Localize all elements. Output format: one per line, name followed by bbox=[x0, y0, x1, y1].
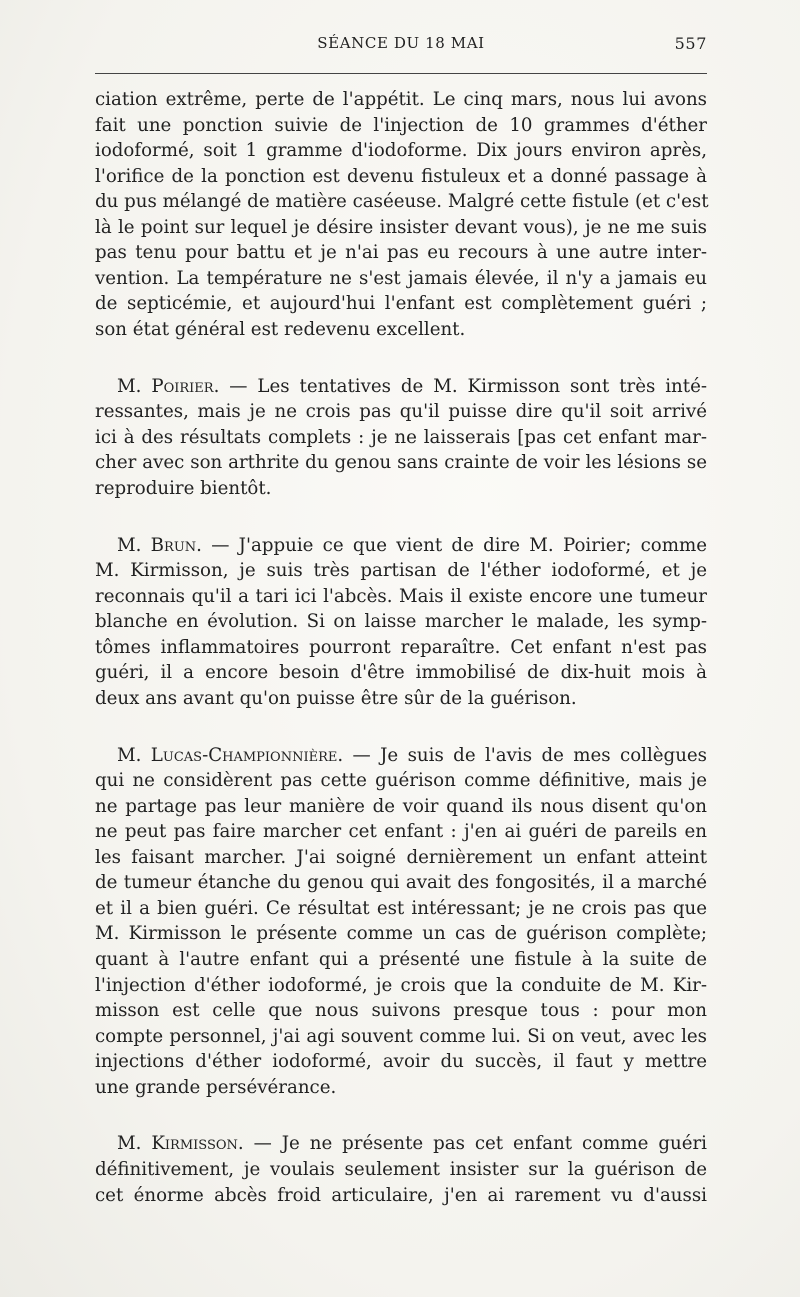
paragraph-poirier bbox=[95, 374, 707, 502]
text-line: du pus mélangé de matière caséeuse. Malgré cette fistule (et c'est bbox=[95, 191, 709, 213]
page-body bbox=[95, 87, 707, 1208]
paragraph-lucas-championniere bbox=[95, 743, 707, 1101]
text-line: M. Kirmisson le présente comme un cas de guérison complète; bbox=[95, 923, 707, 945]
running-header bbox=[95, 34, 707, 58]
text-line: l'injection d'éther iodoformé, je crois que la conduite de M. Kir- bbox=[95, 974, 707, 996]
text-line: tômes inflammatoires pourront reparaître. Cet enfant n'est pas bbox=[95, 636, 707, 658]
text-line: qui ne considèrent pas cette guérison comme définitive, mais je bbox=[95, 770, 707, 792]
header-title: SÉANCE DU 18 MAI bbox=[317, 34, 485, 52]
page-number: 557 bbox=[674, 34, 707, 53]
text-line: de septicémie, et aujourd'hui l'enfant est complètement guéri ; bbox=[95, 293, 707, 315]
text-line: ne partage pas leur manière de voir quand ils nous disent qu'on bbox=[95, 795, 707, 817]
text-line: misson est celle que nous suivons presque tous : pour mon bbox=[95, 1000, 707, 1022]
text-line: ressantes, mais je ne crois pas qu'il puisse dire qu'il soit arrivé bbox=[95, 401, 707, 423]
text-line: et il a bien guéri. Ce résultat est intéressant; je ne crois pas que bbox=[95, 897, 707, 919]
text-line: vention. La température ne s'est jamais élevée, il n'y a jamais eu bbox=[95, 267, 707, 289]
text-line: fait une ponction suivie de l'injection de 10 grammes d'éther bbox=[95, 114, 707, 136]
text-line: là le point sur lequel je désire insister devant vous), je ne me suis bbox=[95, 216, 707, 238]
text-line: ne peut pas faire marcher cet enfant : j'en ai guéri de pareils en bbox=[95, 821, 707, 843]
text-line: M. Poirier. — Les tentatives de M. Kirmisson sont très inté- bbox=[117, 375, 707, 397]
text-line: M. Kirmisson, je suis très partisan de l'éther iodoformé, et je bbox=[95, 560, 707, 582]
text-line: ici à des résultats complets : je ne laisserais [pas cet enfant mar- bbox=[95, 426, 707, 448]
speaker-name: M. Brun. bbox=[117, 534, 202, 556]
text-line: M. Kirmisson. — Je ne présente pas cet enfant comme guéri bbox=[117, 1133, 708, 1155]
paragraph-kirmisson bbox=[95, 1131, 707, 1208]
text-line: les faisant marcher. J'ai soigné dernièrement un enfant atteint bbox=[95, 846, 707, 868]
text-line: cher avec son arthrite du genou sans crainte de voir les lésions se bbox=[95, 452, 707, 474]
speaker-name: M. Poirier. bbox=[117, 375, 220, 397]
text-line: M. Brun. — J'appuie ce que vient de dire M. Poirier; comme bbox=[117, 534, 708, 556]
paragraph-brun bbox=[95, 533, 707, 712]
text-line: guéri, il a encore besoin d'être immobilisé de dix-huit mois à bbox=[95, 662, 707, 684]
text-line: cet énorme abcès froid articulaire, j'en ai rarement vu d'aussi bbox=[95, 1184, 707, 1206]
header-rule bbox=[95, 73, 707, 74]
speaker-name: M. Lucas-Championnière. bbox=[117, 744, 344, 766]
text-line: blanche en évolution. Si on laisse marcher le malade, les symp- bbox=[95, 611, 707, 633]
text-line: deux ans avant qu'on puisse être sûr de la guérison. bbox=[95, 687, 577, 709]
text-line: compte personnel, j'ai agi souvent comme lui. Si on veut, avec les bbox=[95, 1025, 707, 1047]
text-line: de tumeur étanche du genou qui avait des fongosités, il a marché bbox=[95, 872, 707, 894]
text-line: quant à l'autre enfant qui a présenté une fistule à la suite de bbox=[95, 948, 707, 970]
text-line: M. Lucas-Championnière. — Je suis de l'avis de mes collègues bbox=[117, 744, 708, 766]
text-line: injections d'éther iodoformé, avoir du succès, il faut y mettre bbox=[95, 1051, 707, 1073]
text-line: pas tenu pour battu et je n'ai pas eu recours à une autre inter- bbox=[95, 242, 707, 264]
text-line: l'orifice de la ponction est devenu fistuleux et a donné passage à bbox=[95, 165, 707, 187]
speaker-name: M. Kirmisson. bbox=[117, 1133, 244, 1155]
paragraph-continuation bbox=[95, 87, 707, 342]
text-line: définitivement, je voulais seulement insister sur la guérison de bbox=[95, 1158, 707, 1180]
text-line: iodoformé, soit 1 gramme d'iodoforme. Dix jours environ après, bbox=[95, 140, 707, 162]
text-line: son état général est redevenu excellent. bbox=[95, 318, 466, 340]
text-line: une grande persévérance. bbox=[95, 1076, 337, 1098]
text-line: reconnais qu'il a tari ici l'abcès. Mais il existe encore une tumeur bbox=[95, 585, 707, 607]
text-line: ciation extrême, perte de l'appétit. Le cinq mars, nous lui avons bbox=[95, 89, 707, 110]
text-line: reproduire bientôt. bbox=[95, 477, 272, 499]
